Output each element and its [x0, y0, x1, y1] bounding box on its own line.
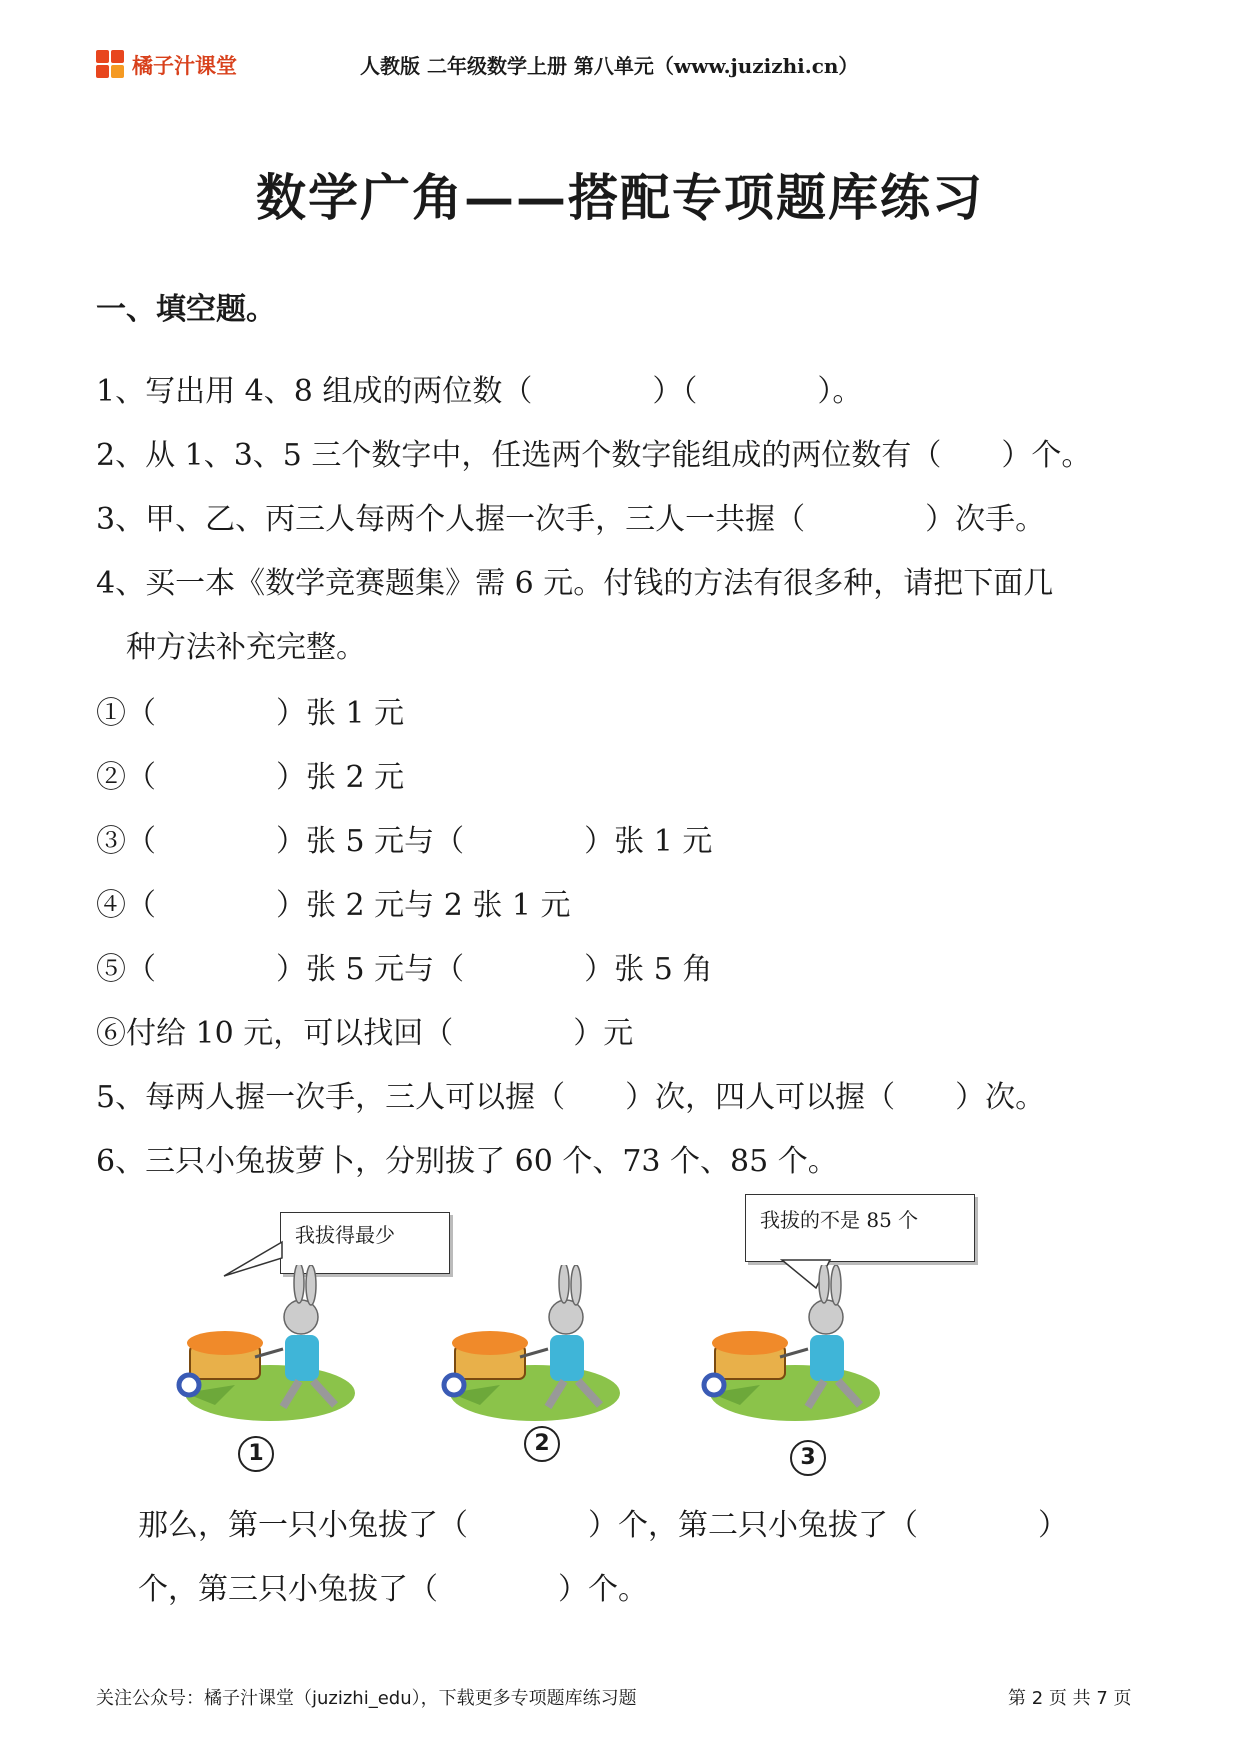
option-2: ②（ ）张 2 元: [96, 760, 405, 795]
rabbit-2-illustration: [440, 1265, 620, 1435]
answer-line-1: 那么，第一只小兔拔了（ ）个，第二只小兔拔了（ ）: [138, 1508, 1068, 1543]
question-6: 6、三只小兔拔萝卜，分别拔了 60 个、73 个、85 个。: [96, 1144, 838, 1179]
rabbit-1-illustration: [175, 1265, 355, 1435]
question-1: 1、写出用 4、8 组成的两位数（ ）（ ）。: [96, 374, 863, 409]
page-number: 第 2 页 共 7 页: [1008, 1688, 1132, 1709]
option-6: ⑥付给 10 元，可以找回（ ）元: [96, 1016, 634, 1051]
answer-line-2: 个，第三只小兔拔了（ ）个。: [138, 1572, 648, 1607]
option-3: ③（ ）张 5 元与（ ）张 1 元: [96, 824, 713, 859]
footer-promo: 关注公众号：橘子汁课堂（juzizhi_edu），下载更多专项题库练习题: [96, 1688, 637, 1709]
rabbit-label-2: 2: [524, 1426, 560, 1462]
site-logo: [96, 48, 237, 82]
header-title: 人教版 二年级数学上册 第八单元（www.juzizhi.cn）: [360, 54, 859, 78]
question-4-cont: 种方法补充完整。: [96, 630, 366, 665]
question-5: 5、每两人握一次手，三人可以握（ ）次，四人可以握（ ）次。: [96, 1080, 1046, 1115]
logo-text: 橘子汁课堂: [132, 54, 237, 78]
question-2: 2、从 1、3、5 三个数字中，任选两个数字能组成的两位数有（ ）个。: [96, 438, 1092, 473]
section-heading: 一、填空题。: [96, 292, 276, 327]
question-3: 3、甲、乙、丙三人每两个人握一次手，三人一共握（ ）次手。: [96, 502, 1046, 537]
page-title: 数学广角——搭配专项题库练习: [256, 168, 984, 227]
rabbit-label-1: 1: [238, 1436, 274, 1472]
speech-bubble-1-text: 我拔得最少: [295, 1223, 395, 1247]
speech-bubble-3-text: 我拔的不是 85 个: [760, 1208, 919, 1232]
rabbit-label-3: 3: [790, 1440, 826, 1476]
speech-bubble-3: [745, 1194, 975, 1262]
logo-icon: [96, 50, 126, 80]
question-4: 4、买一本《数学竞赛题集》需 6 元。付钱的方法有很多种，请把下面几: [96, 566, 1054, 601]
option-1: ①（ ）张 1 元: [96, 696, 405, 731]
rabbit-3-illustration: [700, 1265, 880, 1435]
option-4: ④（ ）张 2 元与 2 张 1 元: [96, 888, 571, 923]
option-5: ⑤（ ）张 5 元与（ ）张 5 角: [96, 952, 713, 987]
